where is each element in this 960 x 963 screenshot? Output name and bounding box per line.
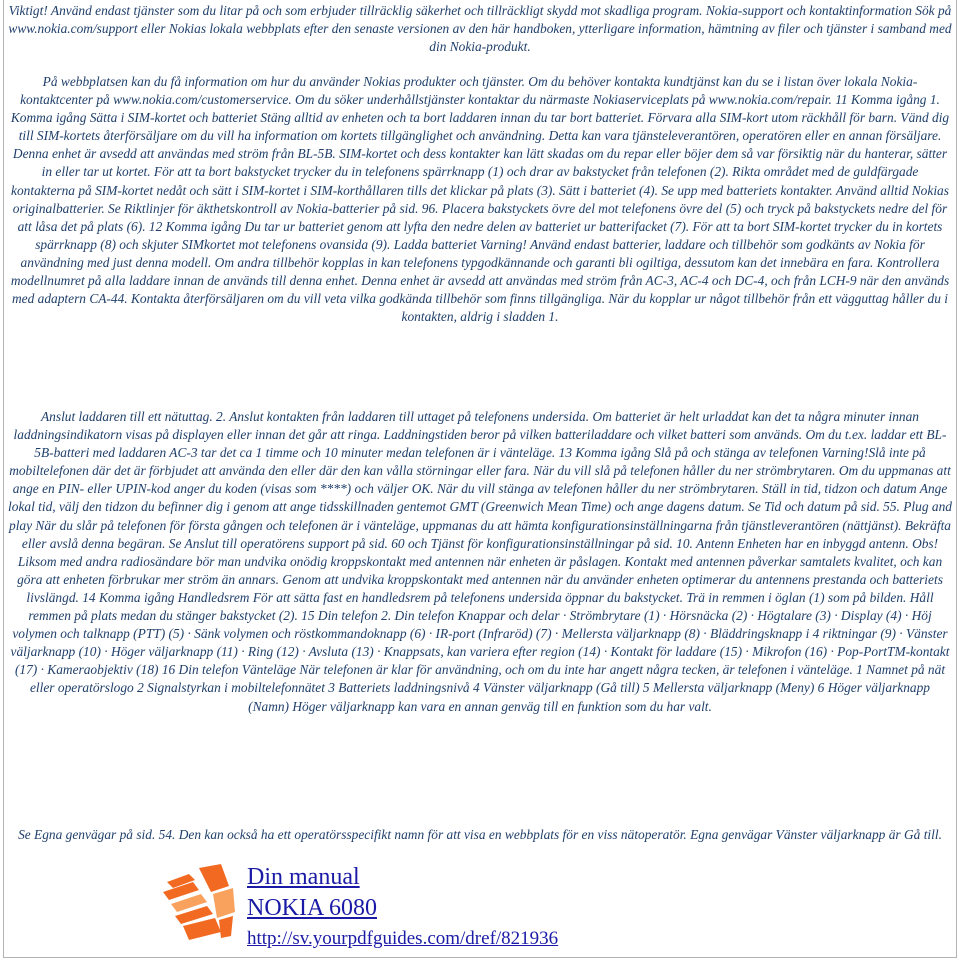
section-paragraph-3: Se Egna genvägar på sid. 54. Den kan också ha ett operatörsspecifikt namn för att visa en webbplats för en viss nätoperatör. Egna genvägar Vänster väljarknapp är Gå till. [18,827,942,842]
section-paragraph-2: Anslut laddaren till ett nätuttag. 2. Anslut kontakten från laddaren till uttaget på telefonens undersida. Om batteriet är helt urladdat kan det ta några minuter innan laddningsindikatorn visas på displayen eller innan det går att ringa. Laddningstiden beror på vilken batteriladdare och vilket batteri som används. Om du t.ex. laddar ett BL-5B-batteri med laddaren AC-3 tar det ca 1 timme och 10 minuter medan telefonen är i vänteläge. 13 Komma igång Slå på och stänga av telefonen Varning!Slå inte på mobiltelefonen där det är förbjudet att använda den eller där den kan vålla störningar eller fara. När du vill slå på telefonen håller du ner strömbrytaren. Om du uppmanas att ange en PIN- eller UPIN-kod anger du koden (visas som ****) och väljer OK. När du vill stänga av telefonen håller du ner strömbrytaren. Ställ in tid, tidzon och datum Ange lokal tid, välj den tidzon du befinner dig i genom att ange tidsskillnaden gentemot GMT (Greenwich Mean Time) och ange dagens datum. Se Tid och datum på sid. 55. Plug and play När du slår på telefonen för första gången och telefonen är i vänteläge, uppmanas du att hämta konfigurationsinställningarna från tjänstleverantören (nättjänst). Bekräfta eller avslå denna begäran. Se Anslut till operatörens support på sid. 60 och Tjänst för konfigurationsinställningar på sid. 10. Antenn Enheten har en inbyggd antenn. Obs! Liksom med andra radiosändare bör man undvika onödig kroppskontakt med antennen när enheten är påslagen. Kontakt med antennen påverkar samtalets kvalitet, och kan göra att enheten förbrukar mer ström än annars. Genom att undvika kroppskontakt med antennen när du använder enheten optimerar du antennens prestanda och batteriets livslängd. 14 Komma igång Handledsrem För att sätta fast en handledsrem på telefonens undersida öppnar du bakstycket. Trä in remmen i öglan (1) som på bilden. Håll remmen på plats medan du stänger bakstycket (2). 15 Din telefon 2. Din telefon Knappar och delar · Strömbrytare (1) · Hörsnäcka (2) · Högtalare (3) · Display (4) · Höj volymen och talknapp (PTT) (5) · Sänk volymen och röstkommandoknapp (6) · IR-port (Infraröd) (7) · Mellersta väljarknapp (8) · Bläddringsknapp i 4 riktningar (9) · Vänster väljarknapp (10) · Höger väljarknapp (11) · Ring (12) · Avsluta (13) · Knappsats, kan variera efter region (14) · Kontakt för laddare (15) · Mikrofon (16) · Pop-PortTM-kontakt (17) · Kameraobjektiv (18) 16 Din telefon Vänteläge När telefonen är klar för användning, och om du inte har angett några tecken, är telefonen i vänteläge. 1 Namnet på nät eller operatörslogo 2 Signalstyrkan i mobiltelefonnätet 3 Batteriets laddningsnivå 4 Vänster väljarknapp (Gå till) 5 Mellersta väljarknapp (Meny) 6 Höger väljarknapp (Namn) Höger väljarknapp kan vara en annan genväg till en funktion som du har valt. [8,409,952,714]
intro-paragraph: Viktigt! Använd endast tjänster som du litar på och som erbjuder tillräcklig säkerhet och tillräckligt skydd mot skadliga program. Nokia-support och kontaktinformation Sök på www.nokia.com/support eller Nokias lokala webbplats efter den senaste versionen av den här handboken, ytterligare information, hämtning av filer och tjänster i samband med din Nokia-produkt. [8,3,952,55]
manual-link[interactable]: Din manual [247,864,360,890]
url-link[interactable]: http://sv.yourpdfguides.com/dref/821936 [247,928,559,949]
footer-links [247,862,558,952]
model-link[interactable]: NOKIA 6080 [247,895,377,921]
pdf-guides-logo-icon [159,860,237,945]
document-page [3,0,957,958]
section-paragraph-1: På webbplatsen kan du få information om hur du använder Nokias produkter och tjänster. Om du behöver kontakta kundtjänst kan du se i listan över lokala Nokia-kontaktcenter på www.nokia.com/customerservice. Om du söker underhållstjänster kontaktar du närmaste Nokiaserviceplats på www.nokia.com/repair. 11 Komma igång 1. Komma igång Sätta i SIM-kortet och batteriet Stäng alltid av enheten och ta bort laddaren innan du tar bort batteriet. Förvara alla SIM-kort utom räckhåll för barn. Vänd dig till SIM-kortets återförsäljare om du vill ha information om kortets tillgänglighet och användning. Detta kan vara tjänsteleverantören, operatören eller en annan försäljare. Denna enhet är avsedd att användas med ström från BL-5B. SIM-kortet och dess kontakter kan lätt skadas om du repar eller böjer dem så var försiktig när du hanterar, sätter in eller tar ut kortet. För att ta bort bakstycket trycker du in telefonens spärrknapp (1) och drar av bakstycket från telefonen (2). Rikta området med de guldfärgade kontakterna på SIM-kortet nedåt och sätt i SIM-kortet i SIM-korthållaren tills det klickar på plats (3). Sätt i batteriet (4). Se upp med batteriets kontakter. Använd alltid Nokias originalbatterier. Se Riktlinjer för äkthetskontroll av Nokia-batterier på sid. 96. Placera bakstyckets övre del mot telefonens övre del (5) och tryck på bakstyckets nedre del för att låsa det på plats (6). 12 Komma igång Du tar ur batteriet genom att lyfta den nedre delen av batteriet ur batterifacket (7). För att ta bort SIM-kortet trycker du in kortets spärrknapp (8) och skjuter SIMkortet mot telefonens ovansida (9). Ladda batteriet Varning! Använd endast batterier, laddare och tillbehör som godkänts av Nokia för användning med just denna modell. Om andra tillbehör kopplas in kan telefonens typgodkännande och garanti bli ogiltiga, dessutom kan det innebära en fara. Kontrollera modellnumret på alla laddare innan de används till denna enhet. Denna enhet är avsedd att användas med ström från AC-3, AC-4 och DC-4, och från LCH-9 när den används med adaptern CA-44. Kontakta återförsäljaren om du vill veta vilka godkända tillbehör som finns tillgängliga. När du kopplar ur något tillbehör från ett vägguttag håller du i kontakten, aldrig i sladden 1. [10,74,950,325]
